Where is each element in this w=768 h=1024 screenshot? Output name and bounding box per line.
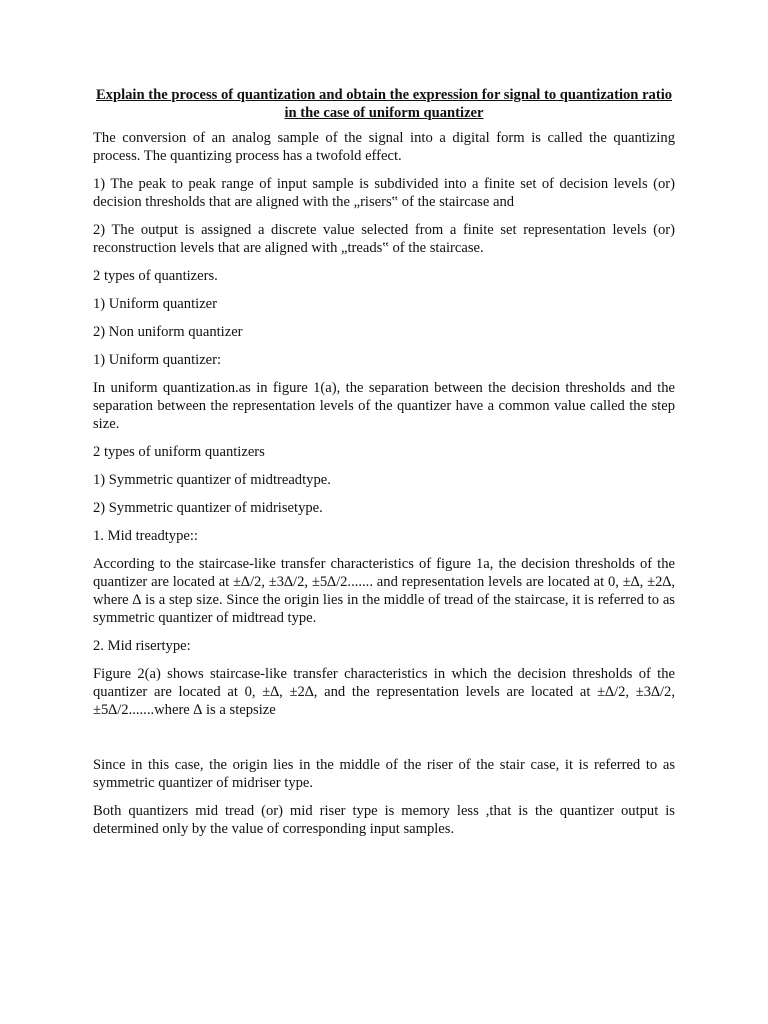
paragraph-quantizer-types: 2 types of quantizers.	[93, 268, 218, 284]
paragraph-uniform-description: In uniform quantization.as in figure 1(a), the separation between the decision thresholds and the separation between the representation levels of the quantizer have a common value called the step size.	[93, 380, 675, 432]
blank-spacer	[93, 729, 675, 756]
paragraph-effect-1: 1) The peak to peak range of input sample is subdivided into a finite set of decision levels (or) decision thresholds that are aligned with the „risers‟ of the staircase and	[93, 176, 675, 210]
section-heading-midtread: 1. Mid treadtype::	[93, 528, 198, 544]
list-item-non-uniform: 2) Non uniform quantizer	[93, 324, 243, 340]
paragraph-effect-2: 2) The output is assigned a discrete value selected from a finite set representation levels (or) reconstruction levels that are aligned with „treads‟ of the staircase.	[93, 222, 675, 256]
paragraph-intro: The conversion of an analog sample of the signal into a digital form is called the quantizing process. The quantizing process has a twofold effect.	[93, 130, 675, 164]
document-title: Explain the process of quantization and obtain the expression for signal to quantization ratio in the case of uniform quantizer	[95, 87, 673, 121]
list-item-midtread: 1) Symmetric quantizer of midtreadtype.	[93, 472, 331, 488]
paragraph-midtread-description: According to the staircase-like transfer characteristics of figure 1a, the decision thresholds of the quantizer are located at ±∆/2, ±3∆/2, ±5∆/2....... and representation levels are located at 0, ±∆, ±2∆, where ∆ is a step size. Since the origin lies in the middle of tread of the staircase, it is referred to as symmetric quantizer of midtread type.	[93, 556, 675, 626]
list-item-uniform: 1) Uniform quantizer	[93, 296, 218, 312]
section-heading-midriser: 2. Mid risertype:	[93, 638, 191, 654]
paragraph-memoryless: Both quantizers mid tread (or) mid riser type is memory less ,that is the quantizer output is determined only by the value of corresponding input samples.	[93, 803, 675, 837]
paragraph-uniform-types: 2 types of uniform quantizers	[93, 444, 265, 460]
list-item-midrise: 2) Symmetric quantizer of midrisetype.	[93, 500, 323, 516]
section-heading-uniform: 1) Uniform quantizer:	[93, 352, 222, 368]
paragraph-midriser-origin: Since in this case, the origin lies in the middle of the riser of the stair case, it is referred to as symmetric quantizer of midriser type.	[93, 757, 675, 791]
document-body	[93, 86, 675, 848]
paragraph-midriser-description: Figure 2(a) shows staircase-like transfer characteristics in which the decision thresholds of the quantizer are located at 0, ±∆, ±2∆, and the representation levels are located at ±∆/2, ±3∆/2, ±5∆/2.......where ∆ is a stepsize	[93, 666, 675, 718]
